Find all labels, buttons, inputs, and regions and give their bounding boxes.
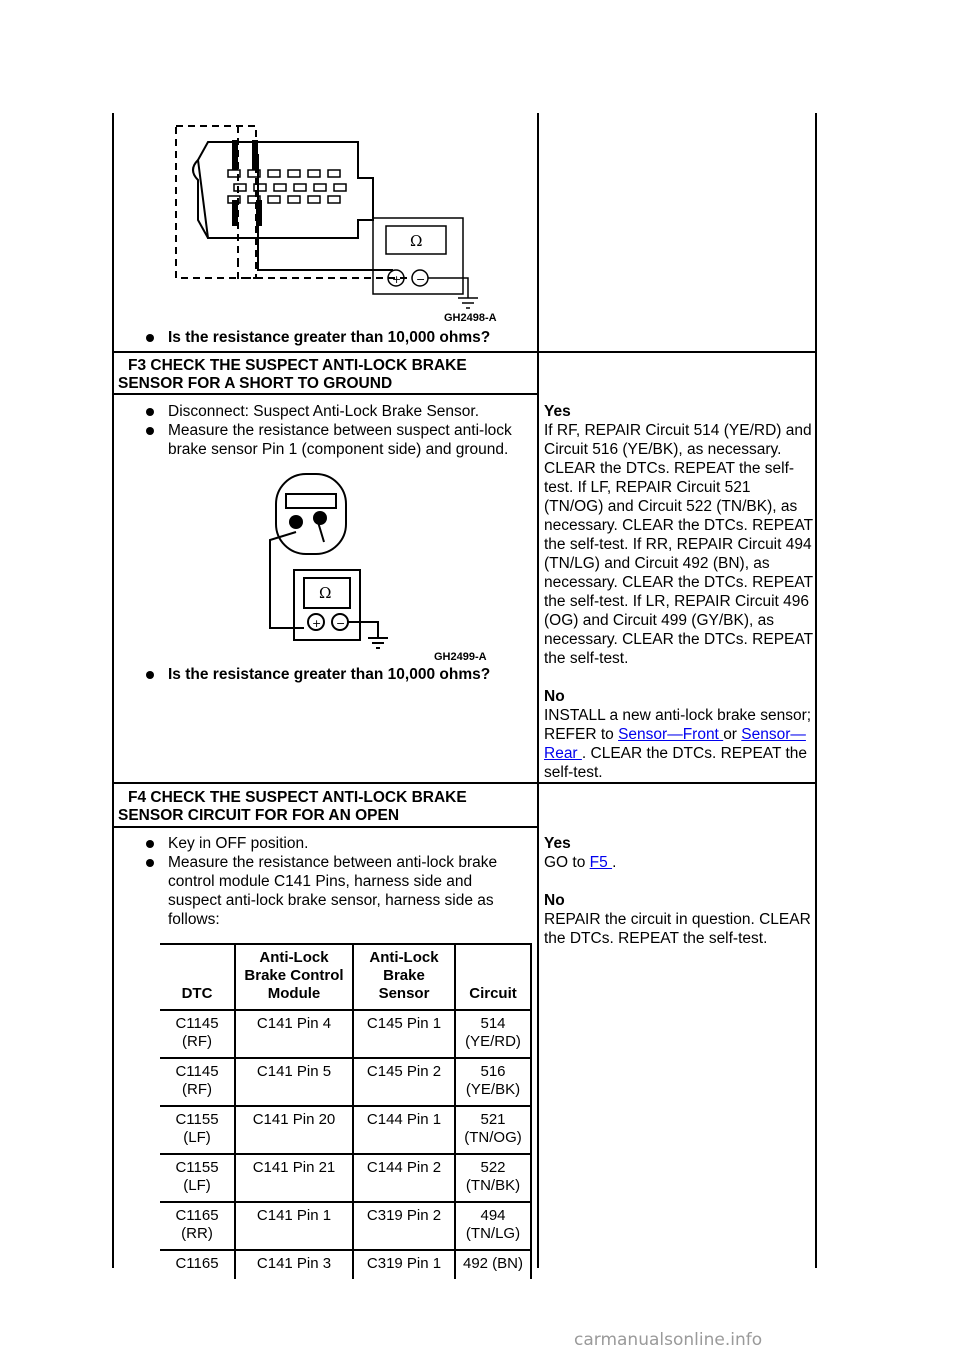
f3-result [544, 402, 814, 782]
ohm-symbol: Ω [410, 232, 423, 250]
cell-dtc: C1145 (RF) [160, 1010, 235, 1058]
figure1-label: GH2498-A [444, 312, 497, 324]
cell-module: C141 Pin 5 [235, 1058, 353, 1106]
cell-module: C141 Pin 3 [235, 1250, 353, 1279]
plus-terminal: + [392, 273, 402, 286]
f4-result [544, 834, 814, 948]
table-header-row [160, 944, 531, 1010]
table-border-left [112, 113, 114, 1268]
f3-no-text-c: . CLEAR the DTCs. REPEAT the self-test. [544, 745, 808, 781]
table-row [160, 1010, 531, 1058]
cell-dtc: C1155 (LF) [160, 1154, 235, 1202]
f4-title-line1: F4 CHECK THE SUSPECT ANTI-LOCK BRAKE [128, 789, 467, 806]
cell-sensor: C145 Pin 2 [353, 1058, 455, 1106]
f3-title-divider [113, 393, 538, 395]
cell-module: C141 Pin 20 [235, 1106, 353, 1154]
figure2-label: GH2499-A [434, 651, 487, 660]
sensor-rear-link[interactable]: Sensor—Rear [544, 726, 806, 762]
f3-question: Is the resistance greater than 10,000 ohms? [140, 665, 525, 684]
ohm-symbol-2: Ω [319, 584, 332, 602]
dtc-pin-table [160, 943, 532, 1279]
cell-dtc: C1165 (RR) [160, 1202, 235, 1250]
f3-bullet-1: Disconnect: Suspect Anti-Lock Brake Sensor. [140, 402, 525, 421]
col-dtc: DTC [160, 944, 235, 1010]
cell-sensor: C319 Pin 1 [353, 1250, 455, 1279]
f3-bullet-2: Measure the resistance between suspect anti-lock brake sensor Pin 1 (component side) and ground. [140, 421, 525, 459]
f3-yes-label: Yes [544, 403, 571, 420]
cell-sensor: C144 Pin 1 [353, 1106, 455, 1154]
table-border-right [815, 113, 817, 1268]
cell-dtc: C1165 [175, 1255, 219, 1272]
cell-module: C141 Pin 4 [235, 1010, 353, 1058]
step2-question-list [140, 328, 525, 347]
step2-question: Is the resistance greater than 10,000 ohms? [140, 328, 525, 347]
f4-bullet-2: Measure the resistance between anti-lock brake control module C141 Pins, harness side and suspect anti-lock brake sensor, harness side as follows: [140, 853, 525, 929]
col-module: Anti-Lock Brake Control Module [235, 944, 353, 1010]
f4-no-text: REPAIR the circuit in question. CLEAR the DTCs. REPEAT the self-test. [544, 911, 811, 947]
f3-no-label: No [544, 688, 565, 705]
f4-yes-label: Yes [544, 835, 571, 852]
table-row [160, 1154, 531, 1202]
table-row [160, 1106, 531, 1154]
cell-circuit: 492 (BN) [455, 1250, 531, 1279]
f5-link[interactable]: F5 [589, 854, 613, 871]
cell-module: C141 Pin 21 [235, 1154, 353, 1202]
minus-terminal-2: − [336, 617, 346, 630]
col-sensor: Anti-Lock Brake Sensor [353, 944, 455, 1010]
table-row [160, 1202, 531, 1250]
f4-yes-text [544, 853, 814, 872]
table-border-middle [537, 113, 539, 1268]
cell-circuit: 494 (TN/LG) [455, 1202, 531, 1250]
cell-sensor: C145 Pin 1 [353, 1010, 455, 1058]
cell-circuit: 516 (YE/BK) [455, 1058, 531, 1106]
f4-title-line2: SENSOR CIRCUIT FOR FOR AN OPEN [118, 807, 400, 824]
f3-no-text-b: or [723, 726, 742, 743]
cell-dtc: C1155 (LF) [160, 1106, 235, 1154]
f4-title-divider [113, 826, 538, 828]
f3-no-text-a: INSTALL a new anti-lock brake sensor; REFER to [544, 707, 812, 743]
row-divider-f3 [113, 351, 816, 353]
f3-title [118, 357, 538, 393]
cell-sensor: C144 Pin 2 [353, 1154, 455, 1202]
f3-title-line2: SENSOR FOR A SHORT TO GROUND [118, 375, 393, 392]
cell-circuit: 521 (TN/OG) [455, 1106, 531, 1154]
cell-sensor: C319 Pin 2 [353, 1202, 455, 1250]
f4-no-label: No [544, 892, 565, 909]
f4-title [118, 789, 538, 825]
row-divider-f4 [113, 782, 816, 784]
sensor-ohmmeter-figure [262, 470, 492, 660]
f4-bullet-1: Key in OFF position. [140, 834, 525, 853]
table-row [160, 1250, 531, 1279]
f4-yes-text-b: . [612, 854, 617, 871]
f4-yes-text-a: GO to [544, 854, 590, 871]
sensor-front-link[interactable]: Sensor—Front [618, 726, 724, 743]
cell-module: C141 Pin 1 [235, 1202, 353, 1250]
f3-title-line1: F3 CHECK THE SUSPECT ANTI-LOCK BRAKE [128, 357, 467, 374]
cell-circuit: 522 (TN/BK) [455, 1154, 531, 1202]
f4-instructions [140, 834, 525, 929]
cell-circuit: 514 (YE/RD) [455, 1010, 531, 1058]
connector-ohmmeter-figure [168, 120, 508, 325]
col-circuit: Circuit [455, 944, 531, 1010]
minus-terminal: − [416, 273, 426, 286]
f3-no-text [544, 706, 814, 782]
cell-dtc: C1145 (RF) [160, 1058, 235, 1106]
plus-terminal-2: + [312, 617, 322, 630]
f3-yes-text: If RF, REPAIR Circuit 514 (YE/RD) and Circuit 516 (YE/BK), as necessary. CLEAR the DTCs. REPEAT the self-test. If LF, REPAIR Circuit 521 (TN/OG) and Circuit 522 (TN/BK), as necessary. CLEAR the DTCs. REPEAT the self-test. If RR, REPAIR Circuit 494 (TN/LG) and Circuit 492 (BN), as necessary. CLEAR the DTCs. REPEAT the self-test. If LR, REPAIR Circuit 496 (OG) and Circuit 499 (GY/BK), as necessary. CLEAR the DTCs. REPEAT the self-test. [544, 422, 813, 667]
watermark: carmanualsonline.info [574, 1330, 763, 1350]
table-row [160, 1058, 531, 1106]
f3-instructions [140, 402, 525, 459]
f3-question-list [140, 665, 525, 684]
